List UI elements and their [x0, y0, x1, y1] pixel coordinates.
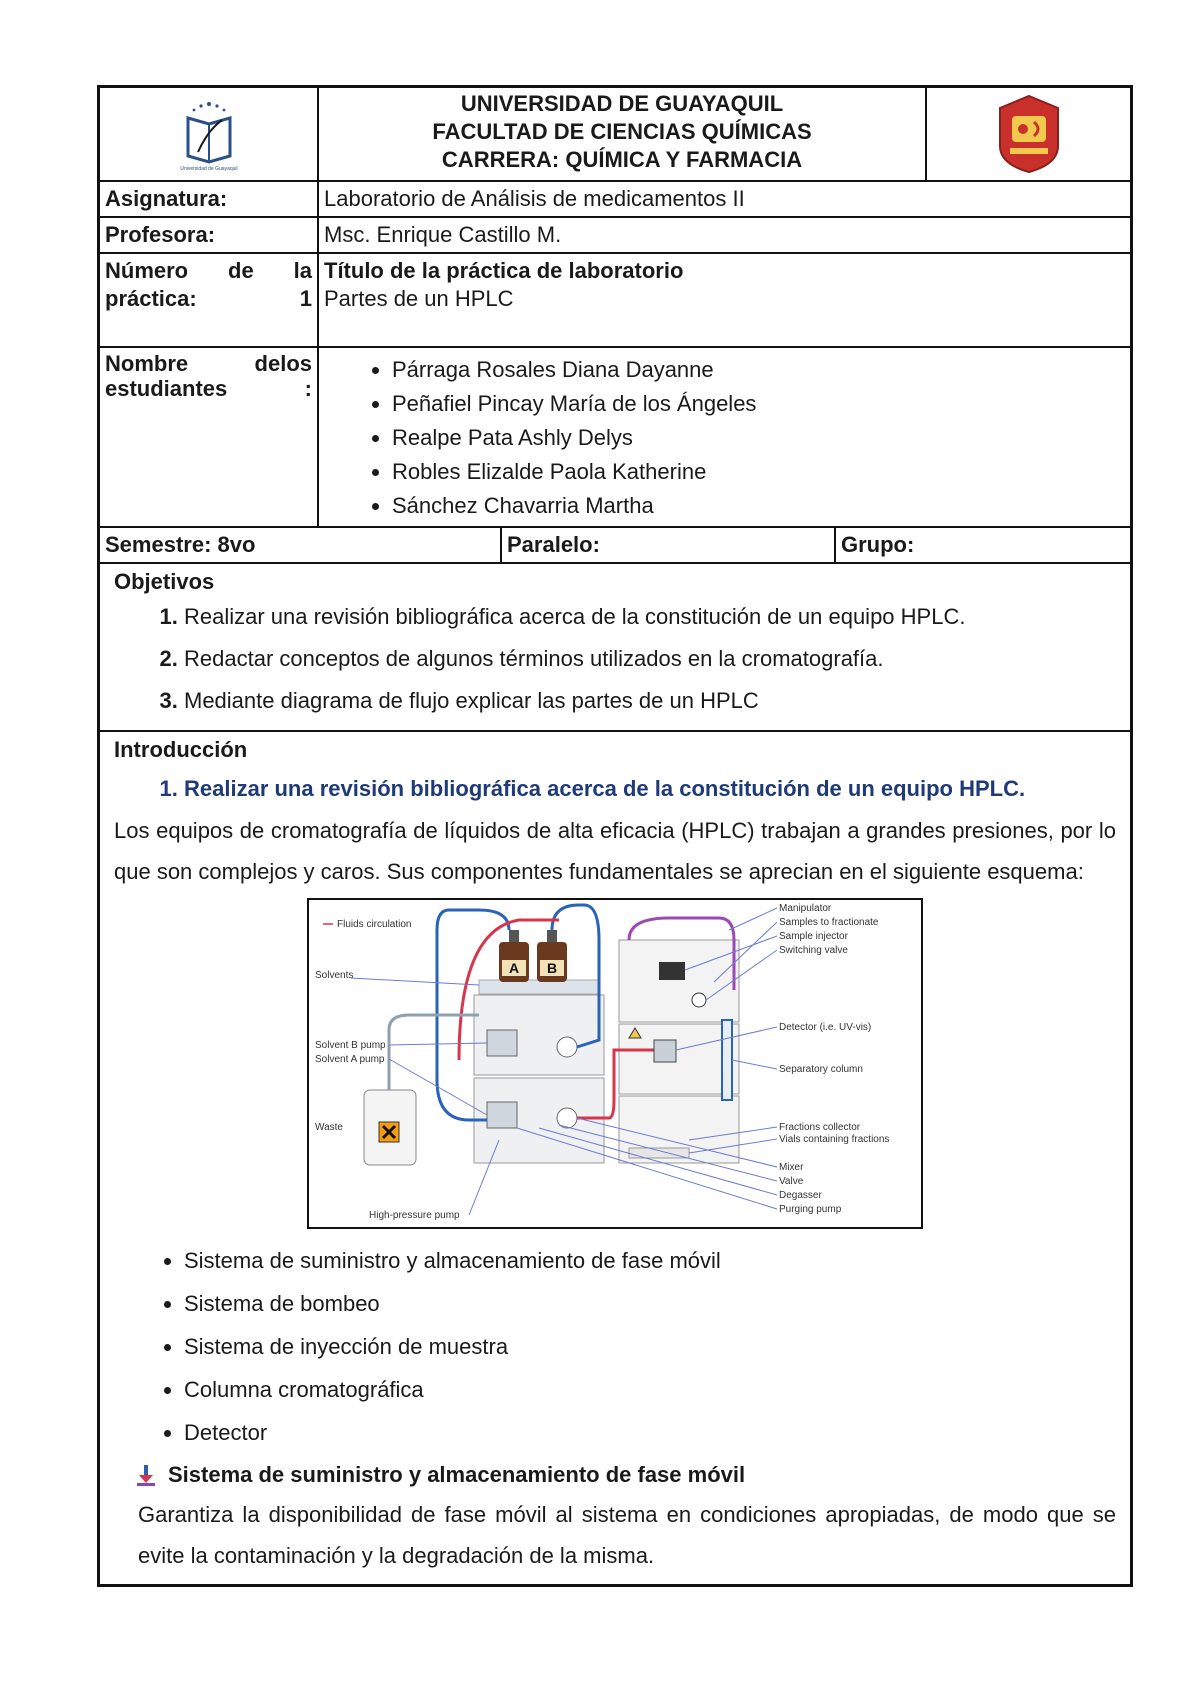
- bottle-a-label: A: [508, 960, 520, 976]
- introduction-paragraph: Los equipos de cromatografía de líquidos de alta eficacia (HPLC) trabajan a grandes presiones, por lo que son complejos y caros. Sus componentes fundamentales se aprecian en el siguiente esquema:: [114, 818, 1116, 884]
- introduction-section: [100, 732, 1130, 1584]
- hplc-diagram: [307, 898, 923, 1229]
- bottle-b-label: B: [546, 960, 558, 976]
- label-separatory-column: Separatory column: [779, 1064, 863, 1075]
- teacher-label: Profesora:: [105, 222, 216, 247]
- semester-row: [100, 526, 1130, 562]
- hplc-part-item: • Sistema de suministro y almacenamiento de fase móvil: [184, 1239, 1116, 1282]
- label-valve: Valve: [779, 1176, 804, 1187]
- career-name: CARRERA: QUÍMICA Y FARMACIA: [441, 147, 803, 172]
- objectives-title: Objetivos: [114, 569, 215, 594]
- header-row: [100, 88, 1130, 180]
- university-name: UNIVERSIDAD DE GUAYAQUIL: [460, 91, 784, 116]
- label-samples-to-fractionate: Samples to fractionate: [779, 917, 879, 928]
- introduction-row: [100, 730, 1130, 1584]
- label-purging-pump: Purging pump: [779, 1204, 842, 1215]
- introduction-title: Introducción: [114, 737, 248, 762]
- label-solvents: Solvents: [315, 970, 354, 981]
- student-item: • Robles Elizalde Paola Katherine: [392, 455, 1125, 489]
- hplc-diagram-svg: [309, 900, 921, 1227]
- student-item: • Realpe Pata Ashly Delys: [392, 421, 1125, 455]
- label-degasser: Degasser: [779, 1190, 822, 1201]
- objectives-list: [114, 596, 1116, 722]
- label-solvent-a-pump: Solvent A pump: [315, 1054, 385, 1065]
- introduction-subheading-list: [114, 768, 1116, 810]
- objective-item: 3. Mediante diagrama de flujo explicar las partes de un HPLC: [184, 680, 1116, 722]
- practice-title-label: Título de la práctica de laboratorio: [324, 258, 684, 283]
- objectives-section: [100, 564, 1130, 730]
- subject-label: Asignatura:: [105, 186, 228, 211]
- students-list: [324, 353, 1125, 523]
- subject-value: Laboratorio de Análisis de medicamentos II: [317, 182, 1130, 216]
- solvent-a-pump: [487, 1102, 517, 1128]
- hplc-parts-list: [114, 1239, 1116, 1454]
- label-waste: Waste: [315, 1122, 343, 1133]
- objective-item: 1. Realizar una revisión bibliográfica acerca de la constitución de un equipo HPLC.: [184, 596, 1116, 638]
- faculty-name: FACULTAD DE CIENCIAS QUÍMICAS: [432, 119, 812, 144]
- objective-item: 2. Redactar conceptos de algunos términos utilizados en la cromatografía.: [184, 638, 1116, 680]
- label-sample-injector: Sample injector: [779, 931, 848, 942]
- label-switching-valve: Switching valve: [779, 945, 848, 956]
- bottle-b-cap: [547, 930, 557, 942]
- parallel-label: Paralelo:: [500, 528, 834, 562]
- document-page: [97, 85, 1133, 1587]
- label-fluids-circulation: Fluids circulation: [337, 919, 412, 930]
- university-logo-cell: [100, 88, 317, 180]
- institution-title-cell: [317, 88, 925, 180]
- faculty-seal-cell: [925, 88, 1130, 180]
- practice-number-label: Número de la práctica: 1: [105, 258, 312, 311]
- bottle-a-cap: [509, 930, 519, 942]
- sample-injector: [659, 962, 685, 980]
- semester-label: Semestre: 8vo: [105, 532, 256, 557]
- teacher-value: Msc. Enrique Castillo M.: [317, 218, 1130, 252]
- hplc-part-item: • Detector: [184, 1411, 1116, 1454]
- injector-cabinet: [619, 940, 739, 1022]
- faculty-seal-icon: [996, 94, 1062, 174]
- student-item: • Sánchez Chavarria Martha: [392, 489, 1125, 523]
- student-item: • Peñafiel Pincay María de los Ángeles: [392, 387, 1125, 421]
- university-logo-icon: [174, 94, 244, 174]
- label-fractions-collector: Fractions collector: [779, 1122, 861, 1133]
- students-row: [100, 346, 1130, 526]
- objectives-row: [100, 562, 1130, 730]
- separatory-column: [722, 1020, 732, 1100]
- students-cell: [317, 348, 1130, 526]
- students-label: Nombre delos estudiantes :: [105, 351, 312, 401]
- logo-caption: Universidad de Guayaquil: [179, 166, 238, 172]
- section-heading-row: [134, 1456, 1116, 1494]
- document-frame: [97, 85, 1133, 1587]
- label-detector: Detector (i.e. UV-vis): [779, 1022, 872, 1033]
- mixer-top: [557, 1037, 577, 1057]
- hplc-part-item: • Sistema de inyección de muestra: [184, 1325, 1116, 1368]
- subject-row: [100, 180, 1130, 216]
- hplc-part-item: • Sistema de bombeo: [184, 1282, 1116, 1325]
- practice-row: [100, 252, 1130, 346]
- detector-unit: [654, 1040, 676, 1062]
- label-high-pressure-pump: High-pressure pump: [369, 1210, 460, 1221]
- introduction-subheading: 1. Realizar una revisión bibliográfica acerca de la constitución de un equipo HPLC.: [184, 768, 1116, 810]
- switching-valve: [692, 993, 706, 1007]
- label-solvent-b-pump: Solvent B pump: [315, 1040, 386, 1051]
- practice-title-cell: [317, 254, 1130, 346]
- student-item: • Párraga Rosales Diana Dayanne: [392, 353, 1125, 387]
- waste-line: [389, 1015, 479, 1090]
- teacher-row: [100, 216, 1130, 252]
- solvent-b-pump: [487, 1030, 517, 1056]
- arrow-bullet-icon: [134, 1463, 158, 1487]
- hplc-part-item: • Columna cromatográfica: [184, 1368, 1116, 1411]
- section-paragraph: Garantiza la disponibilidad de fase móvil al sistema en condiciones apropiadas, de modo que se evite la contaminación y la degradación de la misma.: [138, 1502, 1116, 1568]
- label-vials-fractions: Vials containing fractions: [779, 1134, 890, 1145]
- label-mixer: Mixer: [779, 1162, 804, 1173]
- label-manipulator: Manipulator: [779, 903, 832, 914]
- practice-title-value: Partes de un HPLC: [324, 286, 514, 311]
- group-label: Grupo:: [834, 528, 1130, 562]
- solvent-shelf: [479, 980, 599, 994]
- section-heading: Sistema de suministro y almacenamiento de fase móvil: [168, 1462, 746, 1487]
